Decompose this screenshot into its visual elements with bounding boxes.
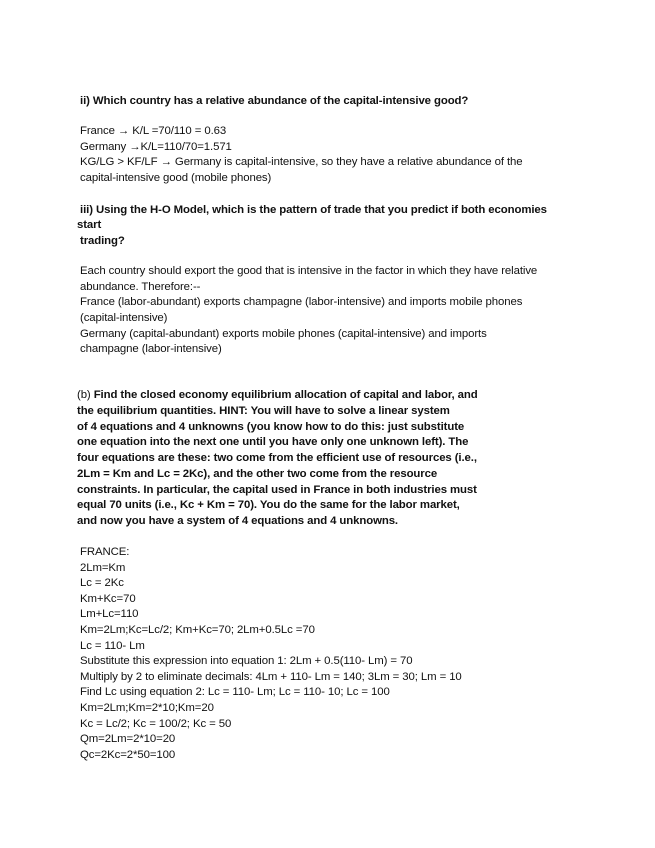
answer-ii-line-3: KG/LG > KF/LF → Germany is capital-intensive, so they have a relative abundance of the — [80, 156, 523, 168]
question-b-line-2: the equilibrium quantities. HINT: You will have to solve a linear system — [77, 405, 450, 417]
answer-ii-line-4: capital-intensive good (mobile phones) — [80, 172, 272, 184]
question-b-line-4: one equation into the next one until you have only one unknown left). The — [77, 436, 469, 448]
question-b-line-6: 2Lm = Km and Lc = 2Kc), and the other two come from the resource — [77, 468, 438, 480]
france-heading: FRANCE: — [80, 546, 130, 558]
answer-iii-line-3: France (labor-abundant) exports champagne (labor-intensive) and imports mobile phones — [80, 296, 523, 308]
answer-ii-line-1: France → K/L =70/110 = 0.63 — [80, 125, 227, 137]
question-b-line-8: equal 70 units (i.e., Kc + Km = 70). You do the same for the labor market, — [77, 499, 460, 511]
question-b-line-9: and now you have a system of 4 equations and 4 unknowns. — [77, 515, 398, 527]
question-iii-line-3: trading? — [80, 235, 125, 247]
france-line-4: Lm+Lc=110 — [80, 608, 139, 620]
france-line-10: Km=2Lm;Km=2*10;Km=20 — [80, 702, 214, 714]
question-b-prefix: (b) — [77, 389, 94, 401]
question-iii-line-1: iii) Using the H-O Model, which is the pattern of trade that you predict if both economies — [80, 204, 547, 216]
question-b-line-3: of 4 equations and 4 unknowns (you know how to do this: just substitute — [77, 421, 465, 433]
question-b-line-1-text: Find the closed economy equilibrium allocation of capital and labor, and — [93, 389, 478, 401]
question-iii-line-2: start — [77, 219, 102, 231]
question-b-line-1 — [77, 388, 478, 403]
answer-iii-line-5: Germany (capital-abundant) exports mobile phones (capital-intensive) and imports — [80, 328, 487, 340]
question-b-line-7: constraints. In particular, the capital used in France in both industries must — [77, 484, 477, 496]
france-line-5: Km=2Lm;Kc=Lc/2; Km+Kc=70; 2Lm+0.5Lc =70 — [80, 624, 315, 636]
question-ii: ii) Which country has a relative abundance of the capital-intensive good? — [80, 95, 469, 107]
question-b-line-5: four equations are these: two come from the efficient use of resources (i.e., — [77, 452, 477, 464]
france-line-3: Km+Kc=70 — [80, 593, 136, 605]
answer-iii-line-2: abundance. Therefore:-- — [80, 281, 201, 293]
france-line-6: Lc = 110- Lm — [80, 640, 145, 652]
france-line-11: Kc = Lc/2; Kc = 100/2; Kc = 50 — [80, 718, 232, 730]
france-line-8: Multiply by 2 to eliminate decimals: 4Lm + 110- Lm = 140; 3Lm = 30; Lm = 10 — [80, 671, 462, 683]
answer-ii-line-2: Germany →K/L=110/70=1.571 — [80, 141, 232, 153]
answer-iii-line-6: champagne (labor-intensive) — [80, 343, 222, 355]
answer-iii-line-4: (capital-intensive) — [80, 312, 168, 324]
france-line-12: Qm=2Lm=2*10=20 — [80, 733, 176, 745]
france-line-1: 2Lm=Km — [80, 562, 126, 574]
answer-iii-line-1: Each country should export the good that is intensive in the factor in which they have relative — [80, 265, 538, 277]
france-line-9: Find Lc using equation 2: Lc = 110- Lm; Lc = 110- 10; Lc = 100 — [80, 686, 390, 698]
france-line-2: Lc = 2Kc — [80, 577, 124, 589]
france-line-13: Qc=2Kc=2*50=100 — [80, 749, 176, 761]
france-line-7: Substitute this expression into equation 1: 2Lm + 0.5(110- Lm) = 70 — [80, 655, 413, 667]
